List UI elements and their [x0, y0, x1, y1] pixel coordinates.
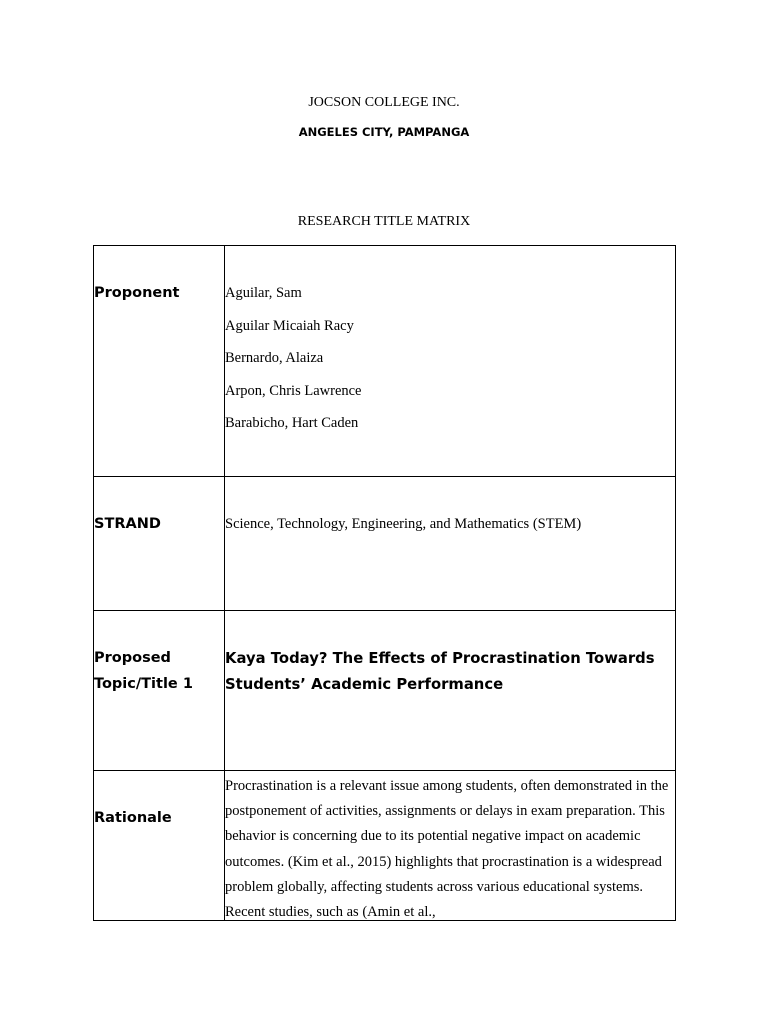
strand-value: Science, Technology, Engineering, and Mathematics (STEM) — [225, 516, 582, 532]
proposed-topic-label-line2: Topic/Title 1 — [94, 676, 193, 692]
proposed-topic-label-cell — [94, 611, 225, 771]
member-name: Bernardo, Alaiza — [225, 350, 324, 366]
member-name: Aguilar Micaiah Racy — [225, 317, 354, 334]
proposed-topic-label — [94, 611, 224, 697]
rationale-label: Rationale — [94, 810, 172, 826]
member-name: Barabicho, Hart Caden — [225, 415, 359, 431]
proposed-topic-value-cell — [225, 611, 676, 771]
research-title-matrix-table — [93, 245, 676, 921]
proposed-topic-title-line2: Students’ Academic Performance — [225, 676, 504, 693]
member-list — [225, 246, 675, 434]
strand-value-cell — [225, 477, 676, 611]
proposed-topic-row — [94, 611, 676, 771]
member-name: Aguilar, Sam — [225, 285, 302, 301]
school-location: ANGELES CITY, PAMPANGA — [298, 125, 470, 139]
proposed-topic-label-line1: Proposed — [94, 650, 171, 666]
matrix-title: RESEARCH TITLE MATRIX — [297, 214, 471, 229]
rationale-value-cell — [225, 771, 676, 921]
rationale-text: Procrastination is a relevant issue among students, often demonstrated in the postponement of activities, assignments or delays in exam preparation. This behavior is concerning due to its potential negative impact on academic outcomes. (Kim et al., 2015) highlights that procrastination is a widespread problem globally, affecting students across various educational systems. Recent studies, such as (Amin et al., — [225, 778, 669, 920]
proposed-topic-title-line1: Kaya Today? The Effects of Procrastination Towards — [225, 650, 655, 667]
proponent-row — [94, 246, 676, 477]
proponent-value-cell — [225, 246, 676, 477]
rationale-label-cell — [94, 771, 225, 921]
strand-row — [94, 477, 676, 611]
proposed-topic-title — [225, 611, 675, 698]
rationale-row — [94, 771, 676, 921]
proponent-label-cell — [94, 246, 225, 477]
member-name: Arpon, Chris Lawrence — [225, 382, 362, 399]
strand-label-cell — [94, 477, 225, 611]
proponent-label: Proponent — [94, 285, 180, 301]
school-name: JOCSON COLLEGE INC. — [308, 95, 460, 110]
strand-label: STRAND — [94, 516, 161, 532]
